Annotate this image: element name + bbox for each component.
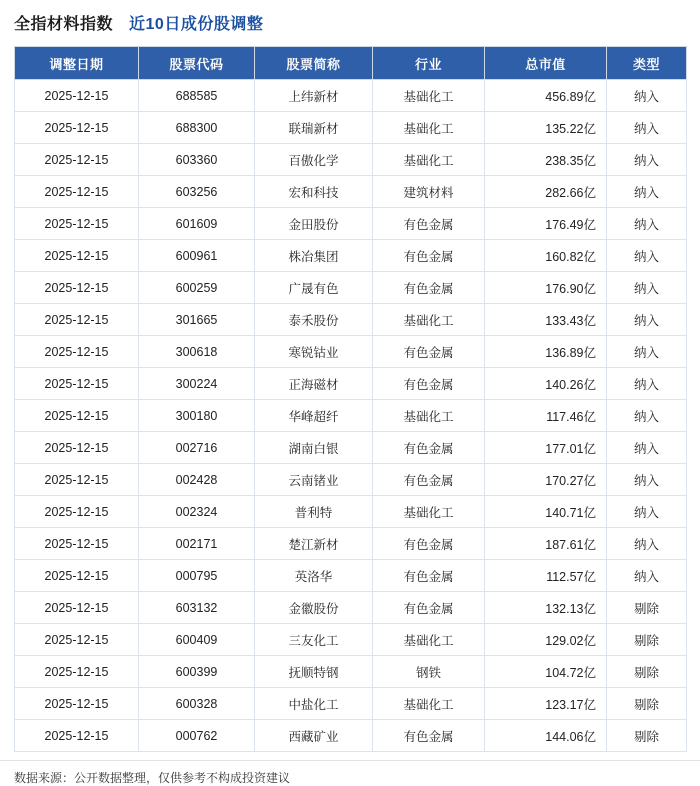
table-row [15, 528, 687, 560]
table-row [15, 144, 687, 176]
cell-type: 纳入 [607, 304, 687, 336]
cell-stock-name: 联瑞新材 [255, 112, 373, 144]
cell-industry: 建筑材料 [373, 176, 485, 208]
cell-code: 000762 [139, 720, 255, 752]
cell-industry: 有色金属 [373, 432, 485, 464]
cell-type: 纳入 [607, 496, 687, 528]
table-header [15, 47, 687, 80]
table-row [15, 560, 687, 592]
cell-type: 纳入 [607, 80, 687, 112]
cell-industry: 有色金属 [373, 240, 485, 272]
cell-industry: 基础化工 [373, 624, 485, 656]
cell-code: 600399 [139, 656, 255, 688]
cell-industry: 有色金属 [373, 272, 485, 304]
cell-date: 2025-12-15 [15, 240, 139, 272]
cell-date: 2025-12-15 [15, 656, 139, 688]
cell-market-cap: 144.06亿 [485, 720, 607, 752]
cell-code: 600328 [139, 688, 255, 720]
cell-type: 剔除 [607, 720, 687, 752]
cell-stock-name: 广晟有色 [255, 272, 373, 304]
cell-market-cap: 140.71亿 [485, 496, 607, 528]
table-row [15, 400, 687, 432]
cell-type: 纳入 [607, 208, 687, 240]
cell-market-cap: 117.46亿 [485, 400, 607, 432]
cell-type: 纳入 [607, 528, 687, 560]
cell-date: 2025-12-15 [15, 176, 139, 208]
table-row [15, 336, 687, 368]
table-row [15, 112, 687, 144]
cell-date: 2025-12-15 [15, 304, 139, 336]
cell-stock-name: 泰禾股份 [255, 304, 373, 336]
column-header-industry: 行业 [373, 47, 485, 80]
cell-date: 2025-12-15 [15, 112, 139, 144]
cell-type: 剔除 [607, 592, 687, 624]
table-body [15, 80, 687, 752]
cell-code: 000795 [139, 560, 255, 592]
table-row [15, 496, 687, 528]
constituent-adjustment-table [14, 46, 687, 752]
cell-stock-name: 宏和科技 [255, 176, 373, 208]
column-header-name: 股票简称 [255, 47, 373, 80]
cell-date: 2025-12-15 [15, 400, 139, 432]
cell-date: 2025-12-15 [15, 624, 139, 656]
cell-type: 纳入 [607, 176, 687, 208]
page-title [0, 0, 700, 46]
cell-type: 纳入 [607, 272, 687, 304]
cell-market-cap: 176.90亿 [485, 272, 607, 304]
cell-stock-name: 金徽股份 [255, 592, 373, 624]
cell-market-cap: 170.27亿 [485, 464, 607, 496]
cell-date: 2025-12-15 [15, 592, 139, 624]
cell-stock-name: 三友化工 [255, 624, 373, 656]
cell-market-cap: 177.01亿 [485, 432, 607, 464]
cell-code: 300618 [139, 336, 255, 368]
cell-code: 301665 [139, 304, 255, 336]
cell-code: 603256 [139, 176, 255, 208]
cell-industry: 有色金属 [373, 560, 485, 592]
cell-type: 纳入 [607, 112, 687, 144]
table-row [15, 80, 687, 112]
cell-date: 2025-12-15 [15, 336, 139, 368]
cell-market-cap: 133.43亿 [485, 304, 607, 336]
cell-code: 603360 [139, 144, 255, 176]
cell-code: 601609 [139, 208, 255, 240]
table-row [15, 176, 687, 208]
cell-stock-name: 华峰超纤 [255, 400, 373, 432]
cell-market-cap: 160.82亿 [485, 240, 607, 272]
cell-code: 002428 [139, 464, 255, 496]
cell-stock-name: 寒锐钴业 [255, 336, 373, 368]
cell-date: 2025-12-15 [15, 80, 139, 112]
cell-market-cap: 456.89亿 [485, 80, 607, 112]
cell-code: 002324 [139, 496, 255, 528]
cell-date: 2025-12-15 [15, 528, 139, 560]
cell-date: 2025-12-15 [15, 688, 139, 720]
cell-code: 300224 [139, 368, 255, 400]
cell-type: 纳入 [607, 336, 687, 368]
footer-note: 数据来源：公开数据整理，仅供参考不构成投资建议 [0, 760, 700, 786]
cell-market-cap: 104.72亿 [485, 656, 607, 688]
cell-stock-name: 楚江新材 [255, 528, 373, 560]
cell-market-cap: 282.66亿 [485, 176, 607, 208]
cell-market-cap: 135.22亿 [485, 112, 607, 144]
table-row [15, 208, 687, 240]
column-header-code: 股票代码 [139, 47, 255, 80]
cell-type: 剔除 [607, 624, 687, 656]
cell-type: 剔除 [607, 688, 687, 720]
cell-stock-name: 云南锗业 [255, 464, 373, 496]
cell-industry: 基础化工 [373, 304, 485, 336]
column-header-market-cap: 总市值 [485, 47, 607, 80]
cell-type: 剔除 [607, 656, 687, 688]
cell-code: 688585 [139, 80, 255, 112]
column-header-date: 调整日期 [15, 47, 139, 80]
cell-stock-name: 西藏矿业 [255, 720, 373, 752]
table-row [15, 432, 687, 464]
column-header-type: 类型 [607, 47, 687, 80]
table-row [15, 592, 687, 624]
cell-date: 2025-12-15 [15, 432, 139, 464]
cell-industry: 钢铁 [373, 656, 485, 688]
cell-type: 纳入 [607, 464, 687, 496]
table-header-row [15, 47, 687, 80]
cell-type: 纳入 [607, 240, 687, 272]
table-row [15, 720, 687, 752]
cell-industry: 有色金属 [373, 336, 485, 368]
cell-industry: 基础化工 [373, 496, 485, 528]
table-row [15, 624, 687, 656]
cell-industry: 基础化工 [373, 688, 485, 720]
cell-code: 600409 [139, 624, 255, 656]
cell-stock-name: 普利特 [255, 496, 373, 528]
cell-industry: 有色金属 [373, 464, 485, 496]
table-row [15, 688, 687, 720]
cell-industry: 有色金属 [373, 592, 485, 624]
cell-code: 002716 [139, 432, 255, 464]
cell-stock-name: 抚顺特钢 [255, 656, 373, 688]
cell-code: 300180 [139, 400, 255, 432]
table-row [15, 304, 687, 336]
cell-code: 603132 [139, 592, 255, 624]
cell-date: 2025-12-15 [15, 368, 139, 400]
cell-code: 600259 [139, 272, 255, 304]
cell-code: 688300 [139, 112, 255, 144]
cell-type: 纳入 [607, 432, 687, 464]
cell-date: 2025-12-15 [15, 464, 139, 496]
cell-market-cap: 112.57亿 [485, 560, 607, 592]
cell-stock-name: 中盐化工 [255, 688, 373, 720]
cell-market-cap: 136.89亿 [485, 336, 607, 368]
table-row [15, 272, 687, 304]
cell-date: 2025-12-15 [15, 272, 139, 304]
cell-stock-name: 上纬新材 [255, 80, 373, 112]
cell-stock-name: 湖南白银 [255, 432, 373, 464]
table-row [15, 656, 687, 688]
cell-stock-name: 金田股份 [255, 208, 373, 240]
cell-industry: 有色金属 [373, 208, 485, 240]
cell-industry: 基础化工 [373, 80, 485, 112]
cell-market-cap: 140.26亿 [485, 368, 607, 400]
cell-date: 2025-12-15 [15, 560, 139, 592]
cell-industry: 有色金属 [373, 368, 485, 400]
cell-code: 600961 [139, 240, 255, 272]
adjustment-subtitle: 近10日成份股调整 [129, 16, 264, 33]
cell-date: 2025-12-15 [15, 208, 139, 240]
cell-date: 2025-12-15 [15, 144, 139, 176]
cell-type: 纳入 [607, 400, 687, 432]
table-row [15, 464, 687, 496]
cell-market-cap: 132.13亿 [485, 592, 607, 624]
cell-type: 纳入 [607, 560, 687, 592]
cell-stock-name: 百傲化学 [255, 144, 373, 176]
cell-code: 002171 [139, 528, 255, 560]
cell-industry: 基础化工 [373, 144, 485, 176]
cell-date: 2025-12-15 [15, 720, 139, 752]
cell-type: 纳入 [607, 368, 687, 400]
cell-market-cap: 129.02亿 [485, 624, 607, 656]
cell-industry: 有色金属 [373, 720, 485, 752]
cell-stock-name: 株冶集团 [255, 240, 373, 272]
table-row [15, 240, 687, 272]
cell-market-cap: 187.61亿 [485, 528, 607, 560]
cell-market-cap: 123.17亿 [485, 688, 607, 720]
cell-stock-name: 正海磁材 [255, 368, 373, 400]
cell-stock-name: 英洛华 [255, 560, 373, 592]
cell-type: 纳入 [607, 144, 687, 176]
cell-industry: 有色金属 [373, 528, 485, 560]
cell-industry: 基础化工 [373, 112, 485, 144]
table-row [15, 368, 687, 400]
cell-date: 2025-12-15 [15, 496, 139, 528]
cell-market-cap: 238.35亿 [485, 144, 607, 176]
index-name: 全指材料指数 [14, 16, 114, 33]
cell-market-cap: 176.49亿 [485, 208, 607, 240]
cell-industry: 基础化工 [373, 400, 485, 432]
